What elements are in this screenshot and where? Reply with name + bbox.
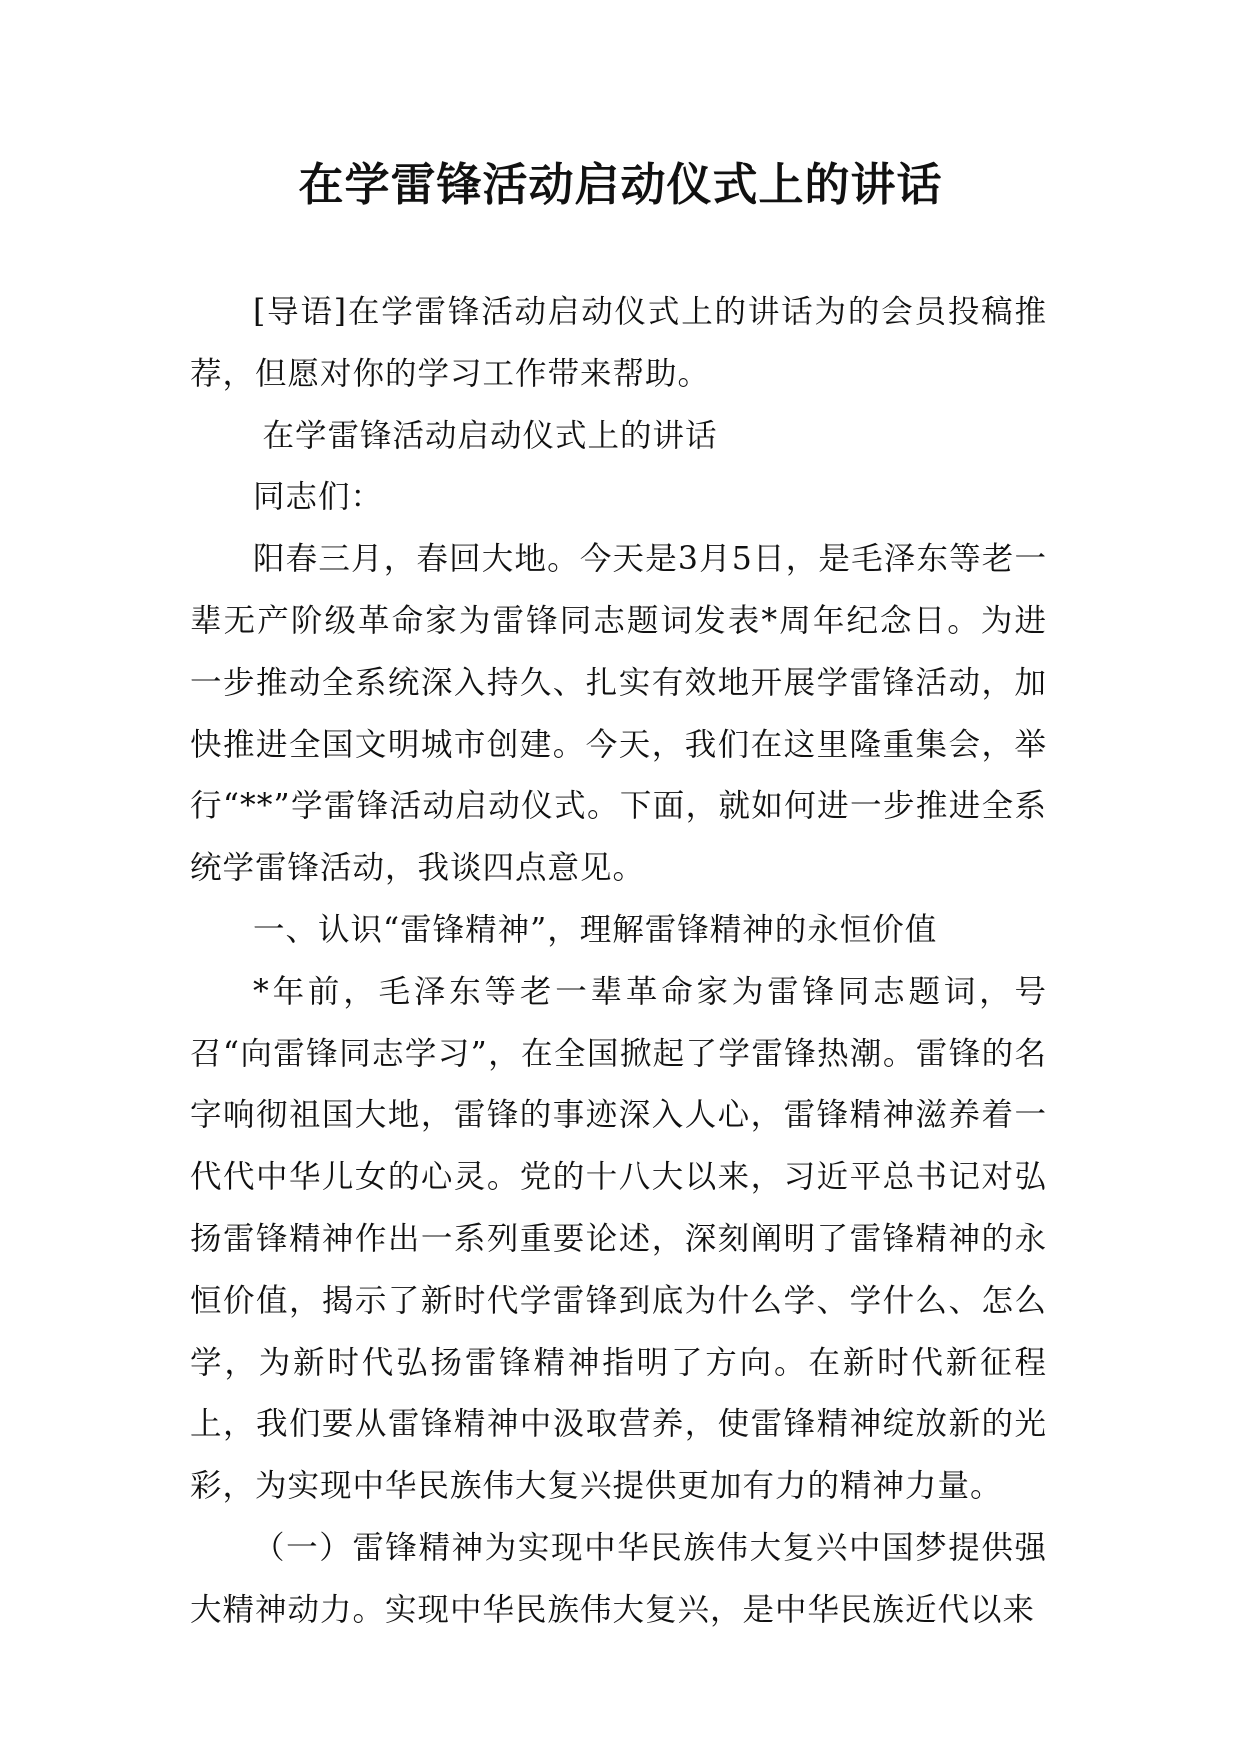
body-paragraph: 阳春三月，春回大地。今天是3月5日，是毛泽东等老一辈无产阶级革命家为雷锋同志题词发表*周年纪念日。为进一步推动全系统深入持久、扎实有效地开展学雷锋活动，加快推进全国文明城市创建。今天，我们在这里隆重集会，举行“**”学雷锋活动启动仪式。下面，就如何进一步推进全系统学雷锋活动，我谈四点意见。 [190, 541, 1047, 887]
salutation: 同志们： [253, 479, 384, 516]
subsection-paragraph: （一）雷锋精神为实现中华民族伟大复兴中国梦提供强大精神动力。实现中华民族伟大复兴，是中华民族近代以来 [190, 1529, 1047, 1628]
section-heading: 一、认识“雷锋精神”，理解雷锋精神的永恒价值 [253, 911, 938, 948]
lead-paragraph: [导语]在学雷锋活动启动仪式上的讲话为的会员投稿推荐，但愿对你的学习工作带来帮助。 [190, 294, 1047, 392]
document-body [190, 282, 1047, 1642]
body-paragraph: *年前，毛泽东等老一辈革命家为雷锋同志题词，号召“向雷锋同志学习”，在全国掀起了学雷锋热潮。雷锋的名字响彻祖国大地，雷锋的事迹深入人心，雷锋精神滋养着一代代中华儿女的心灵。党的十八大以来，习近平总书记对弘扬雷锋精神作出一系列重要论述，深刻阐明了雷锋精神的永恒价值，揭示了新时代学雷锋到底为什么学、学什么、怎么学，为新时代弘扬雷锋精神指明了方向。在新时代新征程上，我们要从雷锋精神中汲取营养，使雷锋精神绽放新的光彩，为实现中华民族伟大复兴提供更加有力的精神力量。 [190, 973, 1047, 1505]
document-title: 在学雷锋活动启动仪式上的讲话 [298, 158, 943, 211]
speech-subtitle: 在学雷锋活动启动仪式上的讲话 [262, 417, 718, 454]
